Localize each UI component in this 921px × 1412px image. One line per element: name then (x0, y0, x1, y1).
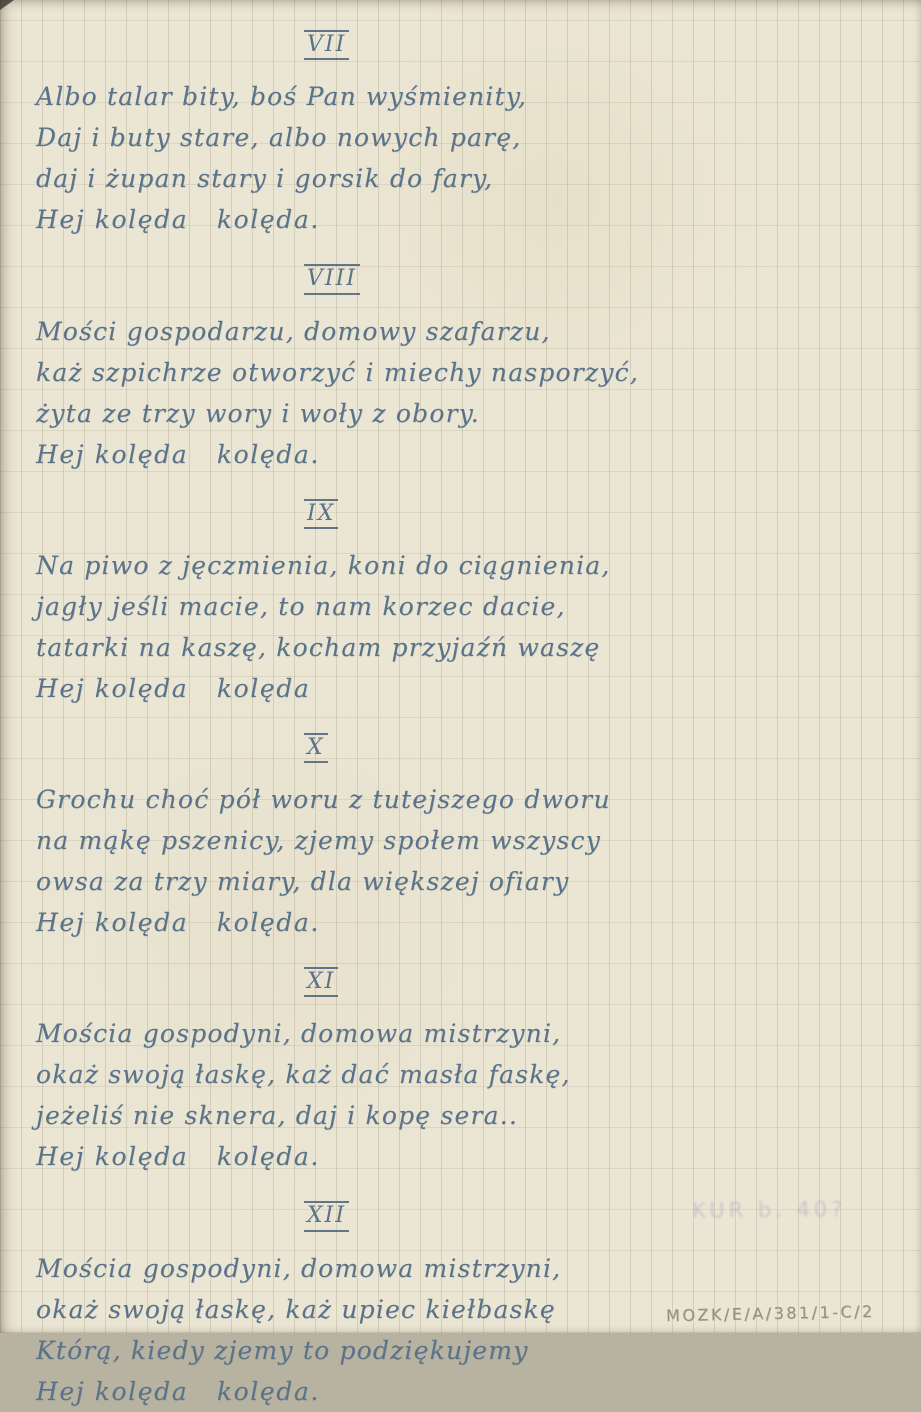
refrain-line: Hej kolęda kolęda. (36, 1376, 320, 1406)
refrain-line: Hej kolęda kolęda. (36, 205, 320, 235)
verse-line: okaż swoją łaskę, każ upiec kiełbaskę (36, 1294, 556, 1324)
stanza-11 (36, 943, 901, 1177)
verse-line: żyta ze trzy wory i woły z obory. (36, 398, 480, 428)
stanza-numeral: VIII (304, 264, 360, 294)
verse-line: owsa za trzy miary, dla większej ofiary (36, 867, 570, 897)
stanza-numeral: XI (304, 967, 338, 997)
stanza-numeral: XII (304, 1201, 349, 1231)
stanza-numeral: IX (304, 499, 338, 529)
stanza-7 (36, 6, 901, 240)
verse-line: Mościa gospodyni, domowa mistrzyni, (36, 1253, 562, 1283)
refrain-line: Hej kolęda kolęda. (36, 908, 320, 938)
verse-line: jeżeliś nie sknera, daj i kopę sera.. (36, 1101, 519, 1131)
refrain-line: Hej kolęda kolęda. (36, 1142, 320, 1172)
verse-line: każ szpichrze otworzyć i miechy nasporzyć, (36, 357, 639, 387)
stanza-9 (36, 475, 901, 709)
verse-line: Albo talar bity, boś Pan wyśmienity, (36, 82, 527, 112)
catalog-number: MOZK/E/A/381/1-C/2 (666, 1301, 876, 1326)
verse-line: jagły jeśli macie, to nam korzec dacie, (36, 591, 566, 621)
scan-corner-shadow (0, 0, 14, 10)
faint-stamp-bleedthrough: KUR b. 40? (691, 1197, 847, 1223)
verse-line: Którą, kiedy zjemy to podziękujemy (36, 1335, 529, 1365)
verse-line: Grochu choć pół woru z tutejszego dworu (36, 785, 611, 815)
verse-line: na mąkę pszenicy, zjemy społem wszyscy (36, 826, 602, 856)
refrain-line: Hej kolęda kolęda. (36, 439, 320, 469)
verse-line: Mości gospodarzu, domowy szafarzu, (36, 316, 551, 346)
verse-line: okaż swoją łaskę, każ dać masła faskę, (36, 1060, 571, 1090)
stanza-8 (36, 240, 901, 474)
stanza-10 (36, 709, 901, 943)
refrain-line: Hej kolęda kolęda (36, 673, 311, 703)
verse-line: tatarki na kaszę, kocham przyjaźń waszę (36, 632, 601, 662)
stanza-numeral: VII (304, 30, 349, 60)
stanza-numeral: X (304, 733, 328, 763)
verse-line: Daj i buty stare, albo nowych parę, (36, 123, 522, 153)
verse-line: daj i żupan stary i gorsik do fary, (36, 164, 494, 194)
verse-line: Mościa gospodyni, domowa mistrzyni, (36, 1019, 562, 1049)
verse-line: Na piwo z jęczmienia, koni do ciągnienia, (36, 550, 611, 580)
